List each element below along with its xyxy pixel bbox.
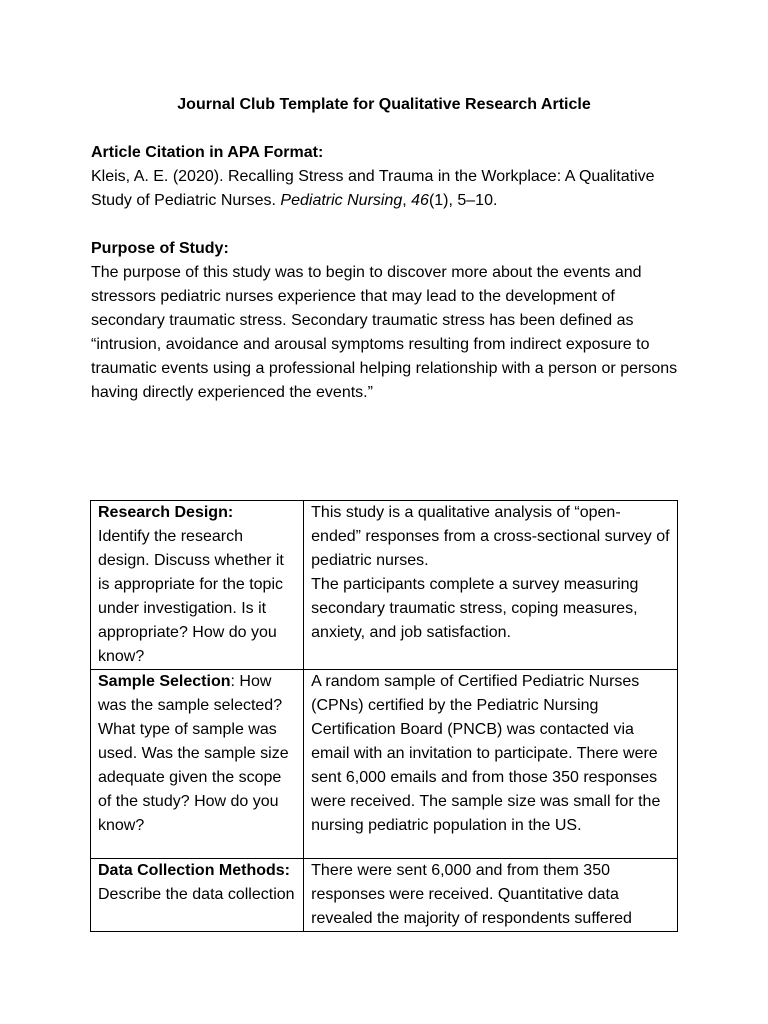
sample-selection-answer-cell: [304, 670, 678, 859]
data-collection-heading: Data Collection Methods:: [98, 862, 291, 879]
research-design-heading: Research Design:: [98, 504, 234, 521]
research-design-answer-2: The participants complete a survey measuring secondary traumatic stress, coping measures, anxiety, and job satisfaction.: [311, 576, 639, 641]
data-collection-answer-cell: [304, 859, 678, 932]
table-row: [91, 670, 678, 859]
data-collection-prompt: Describe the data collection: [98, 886, 295, 903]
citation-issue-pages: (1), 5–10.: [428, 192, 498, 209]
sample-selection-answer: A random sample of Certified Pediatric Nurses (CPNs) certified by the Pediatric Nursing Certification Board (PNCB) was contacted via email with an invitation to participate. There were sent 6,000 emails and from those 350 responses were received. The sample size was small for the nursing pediatric population in the US.: [311, 673, 661, 834]
citation-heading: Article Citation in APA Format:: [91, 144, 324, 161]
research-design-answer-cell: [304, 501, 678, 670]
evaluation-table: [90, 500, 678, 932]
research-design-label-cell: [91, 501, 304, 670]
purpose-section: [91, 237, 681, 405]
table-row: [91, 859, 678, 932]
document-title: Journal Club Template for Qualitative Research Article: [177, 96, 591, 113]
sample-selection-label-cell: [91, 670, 304, 859]
citation-authors-title: Kleis, A. E. (2020). Recalling Stress and Trauma in the Workplace: A Qualitative Study of Pediatric Nurses.: [91, 168, 655, 209]
table-row: [91, 501, 678, 670]
purpose-text: The purpose of this study was to begin to discover more about the events and stressors pediatric nurses experience that may lead to the development of secondary traumatic stress. Secondary traumatic stress has been defined as “intrusion, avoidance and arousal symptoms resulting from indirect exposure to traumatic events using a professional helping relationship with a person or persons having directly experienced the events.”: [91, 264, 678, 401]
purpose-heading: Purpose of Study:: [91, 240, 229, 257]
research-design-answer-1: This study is a qualitative analysis of “open-ended” responses from a cross-sectional survey of pediatric nurses.: [311, 504, 670, 569]
citation-comma: ,: [402, 192, 412, 209]
data-collection-label-cell: [91, 859, 304, 932]
sample-selection-heading: Sample Selection: [98, 673, 231, 690]
data-collection-answer: There were sent 6,000 and from them 350 responses were received. Quantitative data revealed the majority of respondents suffered: [311, 862, 632, 927]
research-design-prompt: Identify the research design. Discuss whether it is appropriate for the topic under investigation. Is it appropriate? How do you know?: [98, 528, 284, 665]
sample-selection-prompt: : How was the sample selected? What type of sample was used. Was the sample size adequate given the scope of the study? How do you know?: [98, 673, 289, 834]
citation-text: [91, 165, 681, 213]
citation-journal: Pediatric Nursing: [280, 192, 403, 209]
citation-volume: 46: [411, 192, 429, 209]
citation-section: [91, 141, 681, 213]
